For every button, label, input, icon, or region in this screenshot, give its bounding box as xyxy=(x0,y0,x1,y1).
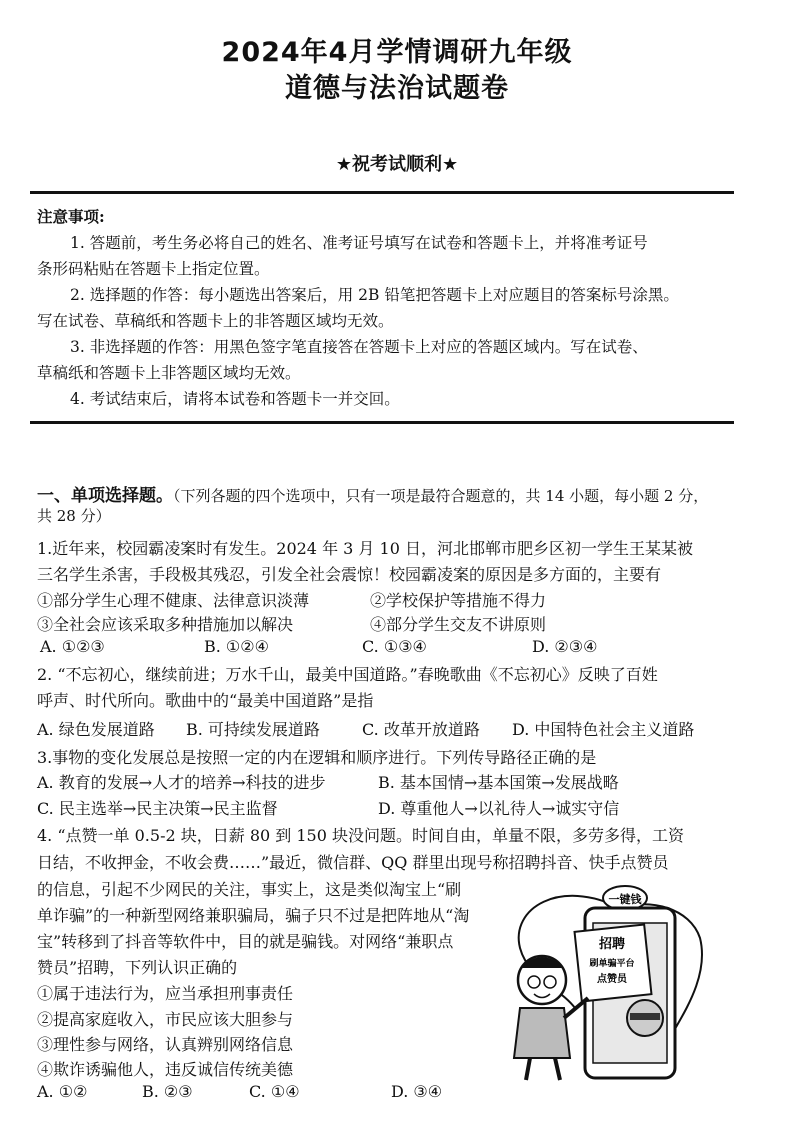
q4-stem-cont3: 单诈骗”的一种新型网络兼职骗局，骗子只不过是把阵地从“淘 xyxy=(37,906,470,925)
q4-option-c: C. ①④ xyxy=(249,1082,300,1101)
q1-statement-1: ①部分学生心理不健康、法律意识淡薄 xyxy=(37,591,310,610)
q4-statement-4: ④欺诈诱骗他人，违反诚信传统美德 xyxy=(37,1060,294,1079)
scam-cartoon-illustration xyxy=(500,868,724,1083)
recruit-sign-line3: 点赞员 xyxy=(597,974,627,985)
victim-hair xyxy=(520,957,564,968)
q4-stem-cont2: 的信息，引起不少网民的关注，事实上，这是类似淘宝上“刷 xyxy=(37,880,462,899)
q4-stem-cont5: 赞员”招聘，下列认识正确的 xyxy=(37,958,238,977)
q2-option-a: A. 绿色发展道路 xyxy=(37,720,155,739)
note-item2-cont: 写在试卷、草稿纸和答题卡上的非答题区域均无效。 xyxy=(37,312,394,330)
q3-stem: 3.事物的变化发展总是按照一定的内在逻辑和顺序进行。下列传导路径正确的是 xyxy=(37,748,597,767)
top-divider xyxy=(30,191,734,194)
note-item3: 3. 非选择题的作答：用黑色签字笔直接答在答题卡上对应的答题区域内。写在试卷、 xyxy=(70,338,648,356)
q4-option-a: A. ①② xyxy=(37,1082,88,1101)
q4-statement-1: ①属于违法行为，应当承担刑事责任 xyxy=(37,984,294,1003)
q2-stem: 2. “不忘初心，继续前进；万水千山，最美中国道路。”春晚歌曲《不忘初心》反映了百姓 xyxy=(37,665,658,684)
note-item3-cont: 草稿纸和答题卡上非答题区域均无效。 xyxy=(37,364,301,382)
q3-option-a: A. 教育的发展→人才的培养→科技的进步 xyxy=(37,773,326,792)
q1-option-c: C. ①③④ xyxy=(362,637,427,656)
q3-option-d: D. 尊重他人→以礼待人→诚实守信 xyxy=(378,799,620,818)
recruit-sign-line2: 刷单骗平台 xyxy=(589,959,635,969)
q4-statement-2: ②提高家庭收入，市民应该大胆参与 xyxy=(37,1010,294,1029)
q2-stem-cont: 呼声、时代所向。歌曲中的“最美中国道路”是指 xyxy=(37,691,374,710)
victim-legs xyxy=(526,1058,560,1080)
lasso-tag-text: 一键钱 xyxy=(608,893,642,906)
q4-stem-cont4: 宝”转移到了抖音等软件中，目的就是骗钱。对网络“兼职点 xyxy=(37,932,454,951)
note-item1: 1. 答题前，考生务必将自己的姓名、准考证号填写在试卷和答题卡上，并将准考证号 xyxy=(70,234,648,252)
q3-option-c: C. 民主选举→民主决策→民主监督 xyxy=(37,799,278,818)
q1-statement-3: ③全社会应该采取多种措施加以解决 xyxy=(37,615,294,634)
q4-option-d: D. ③④ xyxy=(391,1082,443,1101)
q1-option-a: A. ①②③ xyxy=(40,637,105,656)
q4-statement-3: ③理性参与网络，认真辨别网络信息 xyxy=(37,1035,294,1054)
q2-option-c: C. 改革开放道路 xyxy=(362,720,480,739)
section1-desc: （下列各题的四个选项中，只有一项是最符合题意的，共 14 小题，每小题 2 分， xyxy=(173,487,709,505)
q1-stem: 1.近年来，校园霸凌案时有发生。2024 年 3 月 10 日，河北邯郸市肥乡区初一学生王某某被 xyxy=(37,539,693,558)
q2-option-d: D. 中国特色社会主义道路 xyxy=(512,720,695,739)
exam-title-line1: 2024年4月学情调研九年级 xyxy=(221,37,573,68)
exam-title-line2: 道德与法治试题卷 xyxy=(285,73,509,104)
section1-heading-line xyxy=(37,481,708,506)
q4-stem-cont1: 日结，不收押金，不收会费……”最近，微信群、QQ 群里出现号称招聘抖音、快手点赞员 xyxy=(37,853,669,872)
q1-stem-cont: 三名学生杀害，手段极其残忍，引发全社会震惊！校园霸凌案的原因是多方面的，主要有 xyxy=(37,565,662,584)
q1-statement-4: ④部分学生交友不讲原则 xyxy=(370,615,547,634)
notes-heading: 注意事项: xyxy=(37,207,105,226)
note-item1-cont: 条形码粘贴在答题卡上指定位置。 xyxy=(37,260,270,278)
recruit-sign-line1: 招聘 xyxy=(598,937,626,952)
section1-heading: 一、单项选择题。 xyxy=(37,486,173,506)
q1-statement-2: ②学校保护等措施不得力 xyxy=(370,591,547,610)
exam-wish: ★祝考试顺利★ xyxy=(335,154,459,175)
scammer-mask xyxy=(630,1013,660,1020)
note-item2: 2. 选择题的作答：每小题选出答案后，用 2B 铅笔把答题卡上对应题目的答案标号涂黑。 xyxy=(70,286,679,304)
q2-option-b: B. 可持续发展道路 xyxy=(186,720,320,739)
q3-option-b: B. 基本国情→基本国策→发展战略 xyxy=(378,773,619,792)
bottom-divider xyxy=(30,421,734,424)
section1-desc-cont: 共 28 分） xyxy=(37,507,111,525)
note-item4: 4. 考试结束后，请将本试卷和答题卡一并交回。 xyxy=(70,390,400,408)
q1-option-b: B. ①②④ xyxy=(204,637,269,656)
q4-option-b: B. ②③ xyxy=(142,1082,193,1101)
q1-option-d: D. ②③④ xyxy=(532,637,598,656)
victim-body xyxy=(514,1008,570,1058)
q4-stem: 4. “点赞一单 0.5-2 块，日薪 80 到 150 块没问题。时间自由，单量不限，多劳多得，工资 xyxy=(37,826,684,845)
